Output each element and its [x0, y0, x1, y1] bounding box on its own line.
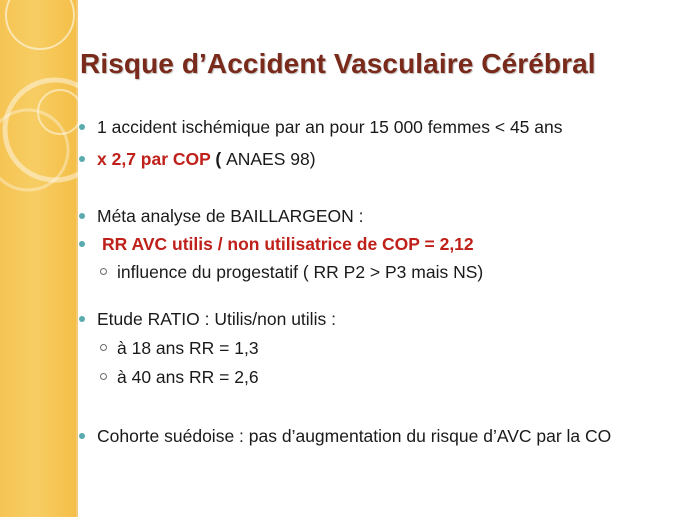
bullet-dot-icon	[79, 156, 85, 162]
bullet-text: 1 accident ischémique par an pour 15 000 femmes < 45 ans	[97, 117, 563, 137]
bullet-dot-icon	[79, 124, 85, 130]
bullet-text: Etude RATIO : Utilis/non utilis :	[97, 309, 336, 329]
sidebar-decoration	[0, 0, 76, 517]
sidebar-edge	[76, 0, 78, 517]
bullet-dot-icon	[79, 241, 85, 247]
bullet-dot-icon	[79, 316, 85, 322]
slide-title: Risque d’Accident Vasculaire Cérébral	[80, 48, 596, 79]
sub-bullet-ring-icon	[100, 344, 107, 351]
highlight-text: RR AVC utilis / non utilisatrice de COP = 2,12	[102, 234, 474, 254]
sub-bullet-ring-icon	[100, 373, 107, 380]
sub-bullet-text: à 18 ans RR = 1,3	[117, 338, 259, 358]
sub-bullet-ring-icon	[100, 268, 107, 275]
sub-bullet-text: influence du progestatif ( RR P2 > P3 mais NS)	[117, 262, 484, 282]
bold-text: (	[210, 149, 227, 169]
bullet-text: Méta analyse de BAILLARGEON :	[97, 206, 364, 226]
bullet-text	[97, 149, 316, 170]
bullet-dot-icon	[79, 213, 85, 219]
sub-bullet-text: à 40 ans RR = 2,6	[117, 367, 259, 387]
plain-text: ANAES 98)	[226, 149, 316, 169]
bullet-dot-icon	[79, 433, 85, 439]
bullet-text: Cohorte suédoise : pas d’augmentation du risque d’AVC par la CO	[97, 426, 612, 446]
highlight-text: x 2,7 par COP	[97, 149, 211, 169]
